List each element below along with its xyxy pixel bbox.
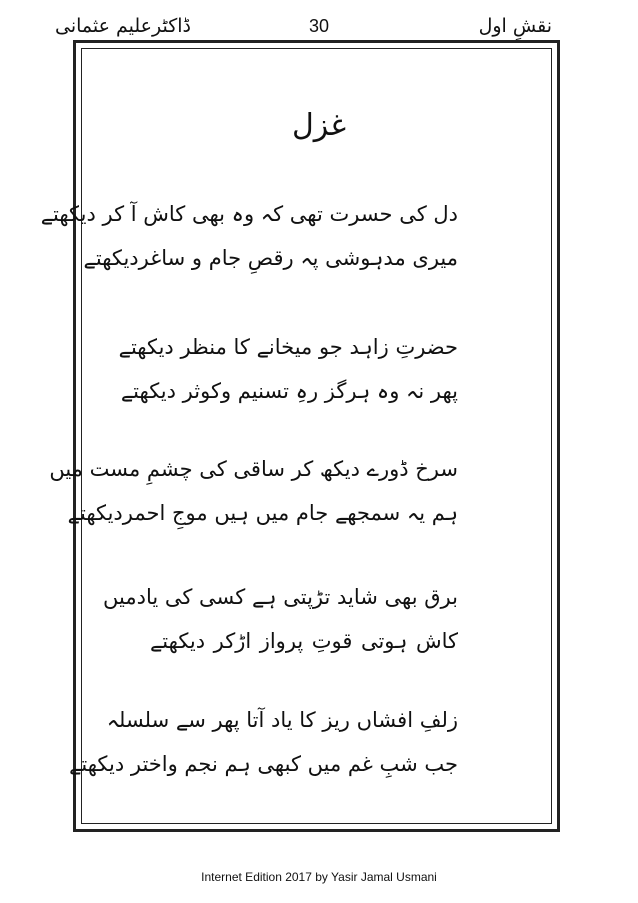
stanza-1 xyxy=(40,200,458,288)
verse-line: کاش ہوتی قوتِ پرواز اڑکر دیکھتے xyxy=(150,629,458,653)
verse-line: پھر نہ وہ ہرگز رہِ تسنیم وکوثر دیکھتے xyxy=(120,379,458,403)
verse-line: جب شبِ غم میں کبھی ہم نجم واختر دیکھتے xyxy=(69,752,458,776)
verse-line: میری مدہوشی پہ رقصِ جام و ساغردیکھتے xyxy=(83,246,458,270)
stanza-4 xyxy=(103,583,458,671)
edition-footer: Internet Edition 2017 by Yasir Jamal Usmani xyxy=(201,870,437,884)
stanza-2 xyxy=(118,333,458,421)
author-header: ڈاکٹرعلیم عثمانی xyxy=(55,15,192,37)
verse-line: برق بھی شاید تڑپتی ہے کسی کی یادمیں xyxy=(103,585,458,609)
page-number: 30 xyxy=(308,16,330,36)
verse-line: سرخ ڈورے دیکھ کر ساقی کی چشمِ مست میں xyxy=(49,457,458,481)
verse-line: دل کی حسرت تھی کہ وہ بھی کاش آ کر دیکھتے xyxy=(40,202,458,226)
stanza-3 xyxy=(49,455,458,543)
stanza-5 xyxy=(69,706,458,794)
verse-line: زلفِ افشاں ریز کا یاد آتا پھر سے سلسلہ xyxy=(106,708,458,732)
verse-line: ہم یہ سمجھے جام میں ہیں موجِ احمردیکھتے xyxy=(67,501,458,525)
book-title-header: نقشِ اول xyxy=(478,15,552,37)
verse-line: حضرتِ زاہد جو میخانے کا منظر دیکھتے xyxy=(118,335,458,359)
poem-title: غزل xyxy=(291,108,347,143)
